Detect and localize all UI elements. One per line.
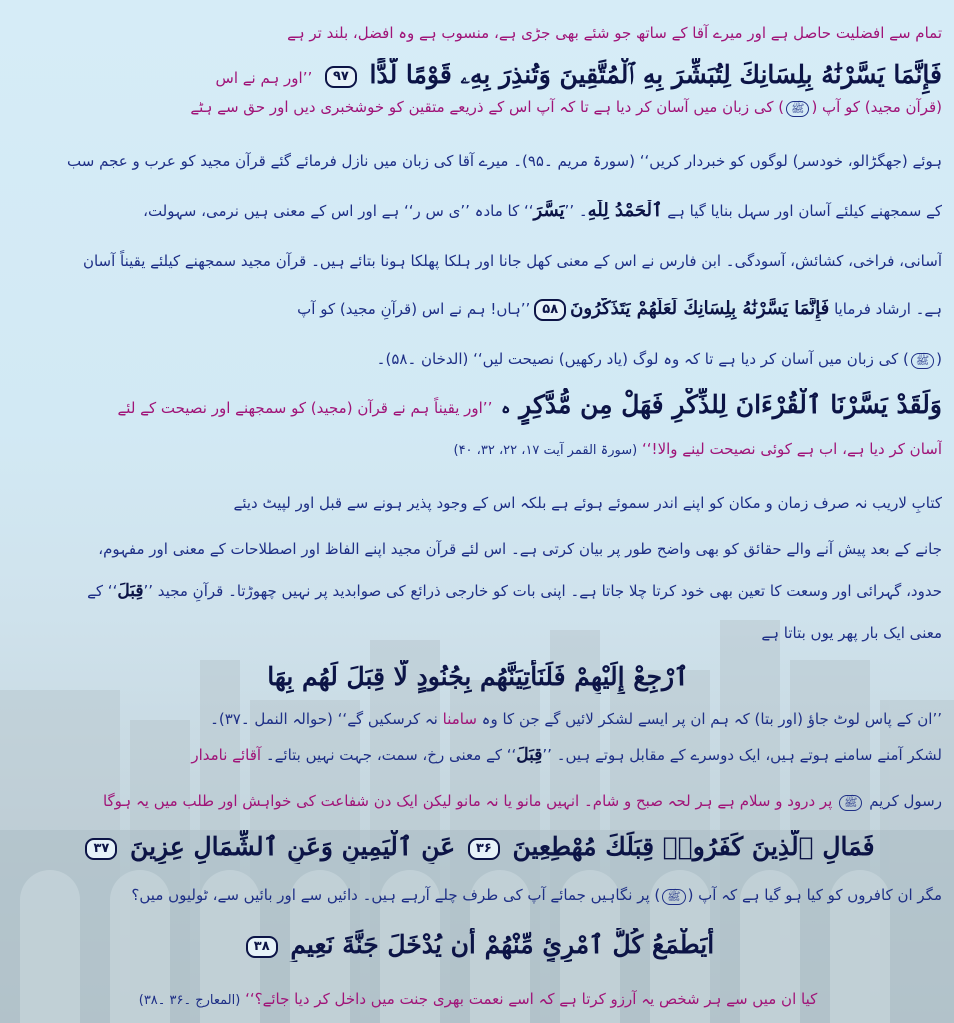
quran-verse-4: فَمَالِ ٱلَّذِينَ كَفَرُوا۟ قِبَلَكَ مُهْطِعِينَ ۳۶ عَنِ ٱلْيَمِينِ وَعَنِ ٱلشِّمَالِ عِزِينَ ۳۷ [14, 830, 942, 864]
salawat-symbol: ﷺ [839, 795, 862, 811]
quran-verse-2: وَلَقَدْ يَسَّرْنَا ٱلْقُرْءَانَ لِلذِّكْرِ فَهَلْ مِن مُّدَّكِرٍ ہ ’’اور یقیناً ہم نے قرآن (مجید) کو سمجھنے اور نصیحت کے لئے [117, 390, 942, 419]
text-line-18: رسول کریم ﷺ پر درود و سلام ہے ہر لحہ صبح و شام۔ انہیں مانو یا نہ مانو لیکن ایک دن شفاعت کی خواہش اور طلب میں یہ ہوگا [102, 792, 942, 810]
text-line-6: آسانی، فراخی، کشائش، آسودگی۔ ابن فارس نے اس کے معنی کھل جانا اور ہلکا پھلکا ہونا بتائے ہیں۔ قرآن مجید سمجھنے کیلئے یقیناً آسان [82, 252, 942, 270]
reference: (سورۃ القمر آیت ۱۷، ۲۲، ۳۲، ۴۰) [453, 443, 638, 458]
text-line-16: ’’ان کے پاس لوٹ جاؤ (اور بتا) کہ ہم ان پر ایسے لشکر لائیں گے جن کا وہ سامنا نہ کرسکیں گے‘‘ (حوالہ النمل ۔۳۷)۔ [210, 710, 942, 728]
text-line-7: ہے۔ ارشاد فرمایا فَإِنَّمَا يَسَّرْنَٰهُ بِلِسَانِكَ لَعَلَّهُمْ يَتَذَكَّرُونَ۵۸’’ہاں! ہم نے اس (قرآنِ مجید) کو آپ [297, 298, 942, 319]
text-line-11: کتابِ لاریب نہ صرف زمان و مکان کو اپنے اندر سموئے ہوئے ہے بلکہ اس کے وجود پذیر ہونے سے قبل اور لپیٹ دیئے [233, 494, 942, 512]
text-line-22: کیا ان میں سے ہر شخص یہ آرزو کرتا ہے کہ اسے نعمت بھری جنت میں داخل کر دیا جائے؟‘‘ (المعارج ۔۳۶ ۔۳۸) [138, 990, 818, 1008]
reference: (المعارج ۔۳۶ ۔۳۸) [138, 993, 241, 1008]
translation-start: ’’اور ہم نے اس [215, 69, 313, 87]
ayah-number-marker: ۳۸ [246, 936, 278, 958]
quran-verse-3: ٱرْجِعْ إِلَيْهِمْ فَلَنَأْتِيَنَّهُم بِجُنُودٍ لَّا قِبَلَ لَهُم بِهَا [267, 662, 689, 691]
ayah-number-marker: ۵۸ [534, 299, 566, 321]
text-line-3: (قرآن مجید) کو آپ (ﷺ) کی زبان میں آسان کر دیا ہے تا کہ آپ اس کے ذریعے متقین کو خوشخبری دیں اور حق سے ہٹے [190, 98, 942, 116]
text-line-20: مگر ان کافروں کو کیا ہو گیا ہے کہ آپ (ﷺ) پر نگاہیں جمائے آپ کی طرف چلے آرہے ہیں۔ دائیں سے اور بائیں سے، ٹولیوں میں؟ [131, 886, 942, 904]
ayah-number-marker: ۳۶ [468, 838, 500, 860]
text-line-4: ہوئے (جھگڑالو، خودسر) لوگوں کو خبردار کریں‘‘ (سورۃ مریم ۔۹۵)۔ میرے آقا کی زبان میں نازل فرمائے گئے قرآن مجید کو عرب و عجم سب [67, 152, 942, 170]
text-line-13: حدود، گہرائی اور وسعت کا تعین بھی خود کرتا چلا جاتا ہے۔ اپنی بات کو خارجی ذرائع کی صوابدید پر نہیں چھوڑتا۔ قرآنِ مجید ’’قِبَلَ‘‘ کے [87, 581, 942, 601]
ayah-number-marker: ۳۷ [85, 838, 117, 860]
salawat-symbol: ﷺ [786, 101, 809, 117]
text-line-14: معنی ایک بار پھر یوں بتاتا ہے [761, 624, 942, 642]
quran-verse-1 [14, 58, 942, 95]
quran-text: فَإِنَّمَا يَسَّرْنَٰهُ بِلِسَانِكَ لِتُبَشِّرَ بِهِ ٱلْمُتَّقِينَ وَتُنذِرَ بِهِۦ قَوْمًا لُّدًّا [369, 60, 942, 89]
text-line-10: آسان کر دیا ہے، اب ہے کوئی نصیحت لینے والا!‘‘ (سورۃ القمر آیت ۱۷، ۲۲، ۳۲، ۴۰) [453, 440, 942, 458]
salawat-symbol: ﷺ [662, 889, 685, 905]
salawat-symbol: ﷺ [911, 353, 934, 369]
quran-verse-5: أَيَطْمَعُ كُلُّ ٱمْرِئٍ مِّنْهُمْ أَن يُدْخَلَ جَنَّةَ نَعِيمٍ ۳۸ [14, 928, 942, 962]
text-line-5: کے سمجھنے کیلئے آسان اور سہل بنایا گیا ہے ٱلْحَمْدُ لِلَّٰهِ۔ ’’يَسَّرَ‘‘ کا مادہ ’’ی س ر‘‘ ہے اور اس کے معنی ہیں نرمی، سہولت، [143, 200, 942, 221]
text-line-8: (ﷺ) کی زبان میں آسان کر دیا ہے تا کہ وہ لوگ (یاد رکھیں) نصیحت لیں‘‘ (الدخان ۔۵۸)۔ [376, 350, 942, 368]
text-line-1: تمام سے افضلیت حاصل ہے اور میرے آقا کے ساتھ جو شئے بھی جڑی ہے، منسوب ہے وہ افضل، بلند تر ہے [287, 24, 942, 42]
quran-inline: فَإِنَّمَا يَسَّرْنَٰهُ بِلِسَانِكَ لَعَلَّهُمْ يَتَذَكَّرُونَ [570, 298, 830, 319]
ayah-number-marker: ۹۷ [325, 66, 357, 88]
text-line-12: جانے کے بعد پیش آنے والے حقائق کو بھی واضح طور پر بیان کرتی ہے۔ اس لئے قرآن مجید اپنے الفاظ اور اصطلاحات کے معنی اور مفہوم، [98, 540, 942, 558]
text-line-17: لشکر آمنے سامنے ہوتے ہیں، ایک دوسرے کے مقابل ہوتے ہیں۔ ’’قِبَلَ‘‘ کے معنی رخ، سمت، جہت نہیں بتائے۔ آقائے نامدار [191, 745, 942, 765]
